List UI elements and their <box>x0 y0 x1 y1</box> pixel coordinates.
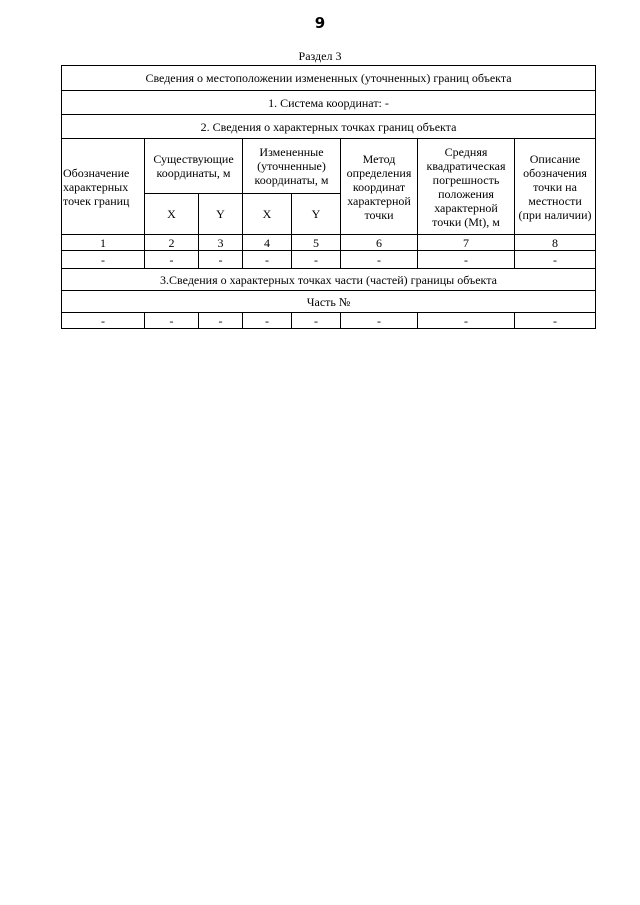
coordinate-system-row: 1. Система координат: - <box>62 91 596 115</box>
column-number: 5 <box>292 235 341 251</box>
parts-cell: - <box>62 313 145 329</box>
header-error: Средняя квадратическая погрешность положения характерной точки (Mt), м <box>418 139 515 235</box>
column-number: 7 <box>418 235 515 251</box>
parts-cell: - <box>145 313 199 329</box>
column-number: 4 <box>243 235 292 251</box>
parts-section-heading: 3.Сведения о характерных точках части (частей) границы объекта <box>62 269 596 291</box>
points-cell: - <box>292 251 341 269</box>
points-cell: - <box>199 251 243 269</box>
header-changed-coordinates: Измененные (уточненные) координаты, м <box>243 139 341 194</box>
header-existing-x: X <box>145 194 199 235</box>
header-changed-x: X <box>243 194 292 235</box>
column-number: 1 <box>62 235 145 251</box>
parts-cell: - <box>292 313 341 329</box>
column-number: 2 <box>145 235 199 251</box>
header-method: Метод определения координат характерной точки <box>341 139 418 235</box>
column-number: 8 <box>515 235 596 251</box>
points-cell: - <box>62 251 145 269</box>
points-cell: - <box>515 251 596 269</box>
page-number: 9 <box>314 14 326 32</box>
points-cell: - <box>341 251 418 269</box>
parts-cell: - <box>515 313 596 329</box>
header-existing-y: Y <box>199 194 243 235</box>
parts-cell: - <box>418 313 515 329</box>
parts-cell: - <box>341 313 418 329</box>
header-changed-y: Y <box>292 194 341 235</box>
parts-cell: - <box>243 313 292 329</box>
table-title: Сведения о местоположении измененных (уточненных) границ объекта <box>62 66 596 91</box>
header-existing-coordinates: Существующие координаты, м <box>145 139 243 194</box>
header-designation: Обозначение характерных точек границ <box>62 139 145 235</box>
points-cell: - <box>418 251 515 269</box>
column-number: 3 <box>199 235 243 251</box>
parts-cell: - <box>199 313 243 329</box>
section-label: Раздел 3 <box>298 49 342 63</box>
boundary-points-table <box>61 65 596 329</box>
header-description: Описание обозначения точки на местности (при наличии) <box>515 139 596 235</box>
points-cell: - <box>145 251 199 269</box>
points-section-heading: 2. Сведения о характерных точках границ объекта <box>62 115 596 139</box>
column-number: 6 <box>341 235 418 251</box>
part-number-label: Часть № <box>62 291 596 313</box>
points-cell: - <box>243 251 292 269</box>
